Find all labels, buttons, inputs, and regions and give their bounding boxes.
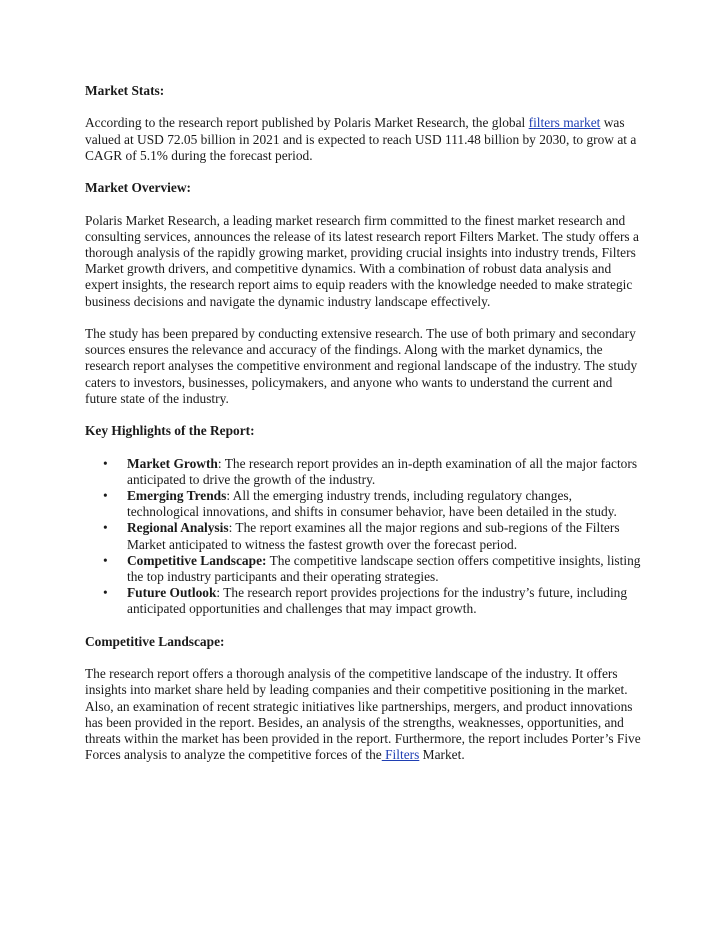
spacer	[85, 310, 645, 326]
competitive-landscape-text: The research report offers a thorough analysis of the competitive landscape of the industry. It offers insights into market share held by leading companies and their competitive positioning in the market. Also, an examination of recent strategic initiatives like partnerships, mergers, and product innovations has been provided in the report. Besides, an analysis of the strengths, weaknesses, opportunities, and threats within the market has been provided in the report. Furthermore, the report includes Porter’s Five Forces analysis to analyze the competitive forces of the	[85, 666, 641, 763]
list-item	[85, 553, 645, 585]
highlight-title: Market Growth	[127, 455, 218, 471]
highlight-text: The competitive landscape section offers competitive insights, listing the top industry participants and their operating strategies.	[127, 552, 641, 584]
highlight-text: The research report provides an in-depth examination of all the major factors anticipated to drive the growth of the industry.	[127, 455, 638, 487]
market-overview-heading: Market Overview:	[85, 180, 191, 196]
spacer	[85, 164, 645, 180]
market-stats-paragraph	[85, 115, 645, 164]
spacer	[85, 439, 645, 455]
filters-link[interactable]: Filters	[381, 747, 420, 763]
highlight-text: All the emerging industry trends, including regulatory changes, technological innovations, and shifts in consumer behavior, have been detailed in the study.	[127, 487, 617, 520]
bullet-icon: •	[103, 552, 108, 568]
highlight-title: Regional Analysis	[127, 520, 229, 536]
highlight-separator: :	[217, 455, 225, 471]
highlight-text: The report examines all the major regions and sub-regions of the Filters Market anticipated to witness the fastest growth over the forecast period.	[127, 520, 620, 552]
spacer	[85, 618, 645, 634]
bullet-icon: •	[103, 455, 108, 471]
highlight-title: Future Outlook	[127, 585, 217, 601]
highlight-text: The research report provides projections for the industry’s future, including anticipated opportunities and challenges that may impact growth.	[127, 585, 628, 617]
highlight-separator: :	[228, 520, 236, 536]
competitive-landscape-heading: Competitive Landscape:	[85, 633, 225, 649]
bullet-icon: •	[103, 487, 108, 503]
highlight-separator: :	[226, 487, 233, 503]
highlight-separator: :	[216, 585, 224, 601]
list-item	[85, 520, 645, 552]
competitive-landscape-paragraph	[85, 666, 645, 763]
market-stats-heading: Market Stats:	[85, 83, 165, 98]
highlight-title: Competitive Landscape:	[127, 552, 267, 568]
competitive-landscape-text-end: Market.	[419, 747, 465, 763]
filters-market-link[interactable]: filters market	[528, 115, 601, 131]
list-item	[85, 456, 645, 488]
market-overview-paragraph-1: Polaris Market Research, a leading market research firm committed to the finest market research and consulting services, announces the release of its latest research report Filters Market. The study offers a thorough analysis of the rapidly growing market, providing crucial insights into industry trends, Filters Market growth drivers, and competitive dynamics. With a combination of robust data analysis and expert insights, the research report aims to equip readers with the knowledge needed to make strategic business decisions and navigate the dynamic industry landscape effectively.	[85, 212, 639, 309]
highlight-title: Emerging Trends	[127, 487, 227, 503]
key-highlights-heading: Key Highlights of the Report:	[85, 423, 255, 439]
key-highlights-list	[85, 456, 645, 618]
spacer	[85, 196, 645, 212]
document-page	[85, 83, 645, 763]
bullet-icon: •	[103, 585, 108, 601]
market-overview-paragraph-2: The study has been prepared by conducting extensive research. The use of both primary and secondary sources ensures the relevance and accuracy of the findings. Along with the market dynamics, the research report analyses the competitive environment and regional landscape of the industry. The study caters to investors, businesses, policymakers, and anyone who wants to understand the current and future state of the industry.	[85, 325, 638, 406]
market-stats-text-start: According to the research report published by Polaris Market Research, the global	[85, 115, 529, 131]
market-stats-text-end: was valued at USD 72.05 billion in 2021 and is expected to reach USD 111.48 billion by 2030, to grow at a CAGR of 5.1% during the forecast period.	[85, 115, 637, 163]
spacer	[85, 650, 645, 666]
spacer	[85, 99, 645, 115]
list-item	[85, 585, 645, 617]
list-item	[85, 488, 645, 520]
bullet-icon: •	[103, 520, 108, 536]
spacer	[85, 407, 645, 423]
